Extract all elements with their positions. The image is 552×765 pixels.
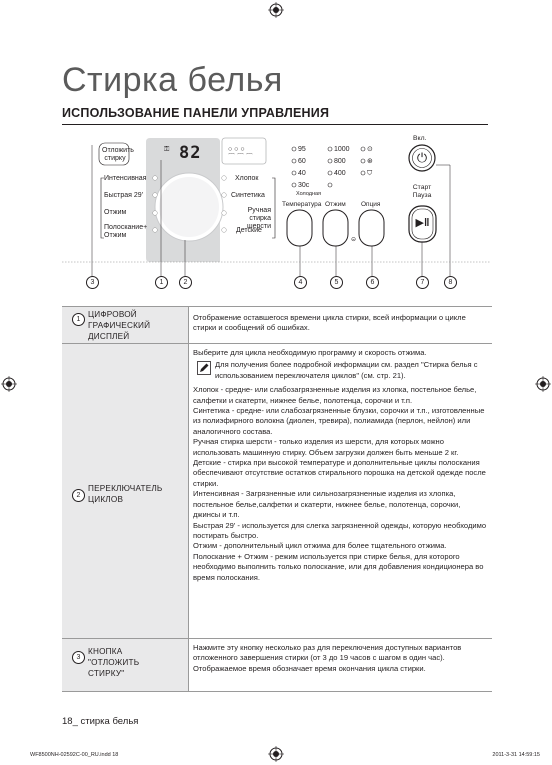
cycle-desc-rinse-spin: Полоскание + Отжим - режим используется при стирке белья, для которого необходимо выполнить только полоскание, или для добавления кондиционера во время полоскания. [193, 551, 484, 582]
option-rinse-icon: ⛉ [367, 170, 373, 177]
row-label: ПЕРЕКЛЮЧАТЕЛЬ ЦИКЛОВ [88, 484, 163, 504]
callout-2: 2 [179, 276, 192, 289]
callout-7: 7 [416, 276, 429, 289]
page-footer: 18_ стирка белья [62, 716, 139, 727]
cycle-desc-spin: Отжим - дополнительный цикл отжима для более тщательного отжима. [193, 541, 447, 551]
temp-value-cold: Холодная [296, 191, 322, 197]
spin-value-1000: 1000 [334, 146, 350, 153]
temperature-button-label: Температура [282, 201, 322, 208]
panel-artwork [0, 0, 552, 300]
spin-button-label: Отжим [325, 201, 346, 208]
callout-6: 6 [366, 276, 379, 289]
cycle-desc-synthetics: Синтетика - средне- или слабозагрязненные блузки, сорочки и т.п., изготовленные из полиэфирного волокна (диолен, тревира), полиамида (перлон, нейлон) или аналогичного состава. [193, 406, 485, 436]
digital-display-value: 82 [179, 143, 202, 163]
callout-1: 1 [155, 276, 168, 289]
cycle-desc-cotton: Хлопок - средне- или слабозагрязненные изделия из хлопка, постельное белье, салфетки и скатерти, нижнее белье, полотенца, сорочки и т.п. [193, 385, 477, 405]
temp-value-60: 60 [298, 158, 306, 165]
temp-value-40: 40 [298, 170, 306, 177]
cycle-label-quick[interactable]: Быстрая 29' [104, 192, 143, 199]
temperature-button[interactable] [287, 210, 312, 246]
row-description: Нажмите эту кнопку несколько раз для переключения доступных вариантов отложенного завершения стирки (от 3 до 19 часов с шагом в один час). Отображаемое время обозначает время окончания цикла стирки. [193, 643, 462, 673]
note-pencil-icon [197, 361, 211, 375]
cycle-indicator-icons: ⌒ ⌒ ⌒ [228, 154, 253, 161]
cycle-label-cotton[interactable]: Хлопок [235, 175, 259, 182]
row-number: 2 [72, 489, 85, 502]
registration-mark-icon [1, 376, 17, 392]
section-title: ИСПОЛЬЗОВАНИЕ ПАНЕЛИ УПРАВЛЕНИЯ [62, 106, 330, 120]
option-button[interactable] [359, 210, 384, 246]
cycle-desc-baby: Детские - стирка при высокой температуре и дополнительные циклы полоскания обеспечивают отсутствие остатков стирального порошка на детской одежде после стирки. [193, 458, 486, 488]
power-icon: ⏻ [416, 150, 428, 165]
print-slug-right: 2011-3-31 14:59:15 [492, 752, 540, 758]
option-intensive-icon: ⊛ [367, 158, 373, 165]
table-row [62, 638, 492, 692]
play-pause-icon: ▶‖ [415, 217, 430, 229]
cycle-label-baby[interactable]: Детские [236, 227, 262, 234]
spin-value-800: 800 [334, 158, 346, 165]
callout-8: 8 [444, 276, 457, 289]
option-button-label: Опция [361, 201, 381, 208]
registration-mark-icon [268, 746, 284, 762]
cycle-label-wool[interactable]: Ручная стирка шерсти [246, 207, 271, 230]
row-description: Отображение оставшегося времени цикла стирки, всей информации о цикле стирки и сообщений об ошибках. [193, 313, 466, 333]
row-number: 1 [72, 313, 85, 326]
table-row [62, 343, 492, 639]
spin-value-400: 400 [334, 170, 346, 177]
description-table [62, 306, 492, 694]
table-row [62, 306, 492, 344]
note [193, 360, 488, 381]
registration-mark-icon [535, 376, 551, 392]
page-title: Стирка белья [62, 61, 283, 99]
delay-end-label[interactable]: Отложить стирку [102, 147, 134, 162]
cycle-label-intensive[interactable]: Интенсивная [104, 175, 147, 182]
cycle-label-rinse-spin[interactable]: Полоскание+ Отжим [104, 224, 148, 239]
temp-value-30: 30с [298, 182, 310, 189]
row-number: 3 [72, 651, 85, 664]
callout-4: 4 [294, 276, 307, 289]
cycle-desc-intensive: Интенсивная - Загрязненные или сильнозагрязненные изделия из хлопка, постельное белье,салфетки и скатерти, нижнее белье, полотенца, сорочки, джинсы и т.п. [193, 489, 461, 520]
row-label: ЦИФРОВОЙ ГРАФИЧЕСКИЙ ДИСПЛЕЙ [88, 310, 151, 341]
lock-icon: ⚿ [164, 146, 170, 153]
cycle-intro: Выберите для цикла необходимую программу и скорость отжима. [193, 348, 427, 357]
cycle-indicator-icons: ○ ○ ○ [228, 146, 245, 153]
callout-3: 3 [86, 276, 99, 289]
row-label: КНОПКА "ОТЛОЖИТЬ СТИРКУ" [88, 647, 140, 678]
cycle-label-spin[interactable]: Отжим [104, 209, 127, 216]
temp-value-95: 95 [298, 146, 306, 153]
cycle-label-synthetics[interactable]: Синтетика [231, 192, 265, 199]
spin-button[interactable] [323, 210, 348, 246]
print-slug-left: WF8500NH-02592C-00_RU.indd 18 [30, 752, 119, 758]
cycle-desc-wool: Ручная стирка шерсти - только изделия из шерсти, для которых можно использовать машинную стирку. Объем загрузки должен быть меньше 2 кг. [193, 437, 459, 457]
note-text: Для получения более подробной информации см. раздел "Стирка белья с использованием переключателя циклов" (см. стр. 21). [215, 360, 478, 380]
child-lock-icon: ⊝ [351, 237, 357, 243]
control-panel-diagram [0, 0, 552, 300]
option-prewash-icon: ⊙ [367, 146, 373, 153]
power-button-label: Вкл. [413, 135, 427, 142]
callout-5: 5 [330, 276, 343, 289]
cycle-desc-quick: Быстрая 29' - используется для слегка загрязненной одежды, которую необходимо постирать быстро. [193, 520, 487, 540]
start-pause-button-label: Старт Пауза [412, 184, 432, 199]
